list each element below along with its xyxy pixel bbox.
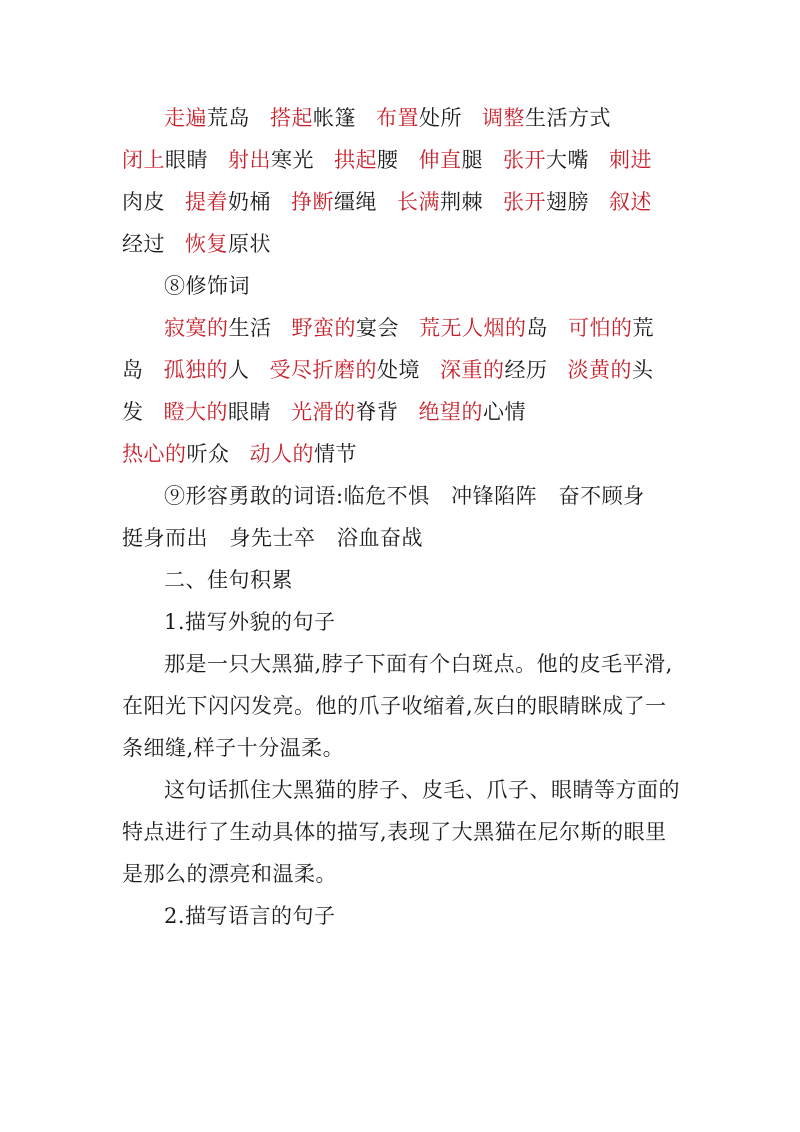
plain-word: 情节 xyxy=(314,442,357,466)
plain-word: 大嘴 xyxy=(546,148,589,172)
highlighted-word: 张开 xyxy=(503,190,546,214)
plain-word: 翅膀 xyxy=(546,190,589,214)
phrase xyxy=(503,190,589,214)
highlighted-word: 刺进 xyxy=(609,148,652,172)
plain-word: 荆棘 xyxy=(440,190,483,214)
verb-phrase-line xyxy=(122,188,652,216)
analysis-line: 特点进行了生动具体的描写,表现了大黑猫在尼尔斯的眼里 xyxy=(122,820,667,844)
verb-phrase-line xyxy=(122,230,271,258)
plain-word: 帐篷 xyxy=(313,106,356,130)
highlighted-word: 伸直 xyxy=(418,148,462,172)
highlighted-word: 张开 xyxy=(503,148,546,172)
phrase xyxy=(334,148,399,172)
highlighted-word: 荒无人烟的 xyxy=(419,316,527,340)
phrase xyxy=(609,190,652,214)
highlighted-word: 深重的 xyxy=(440,358,505,382)
phrase xyxy=(122,358,144,382)
phrase xyxy=(503,148,589,172)
phrase xyxy=(609,148,652,172)
highlighted-word: 拱起 xyxy=(334,148,377,172)
plain-word: 心情 xyxy=(483,400,526,424)
phrase xyxy=(185,232,271,256)
highlighted-word: 闭上 xyxy=(122,148,165,172)
plain-word: 经过 xyxy=(122,232,165,256)
example-sentence-line: 在阳光下闪闪发亮。他的爪子收缩着,灰白的眼睛眯成了一 xyxy=(122,694,667,718)
phrase xyxy=(122,400,144,424)
section-heading: 二、佳句积累 xyxy=(164,568,293,592)
highlighted-word: 搭起 xyxy=(270,106,313,130)
analysis-line: 这句话抓住大黑猫的脖子、皮毛、爪子、眼睛等方面的 xyxy=(164,778,680,802)
phrase xyxy=(164,400,272,424)
highlighted-word: 走遍 xyxy=(164,106,207,130)
phrase xyxy=(568,316,654,340)
modifier-phrase-line xyxy=(122,398,526,426)
brave-words-line: 挺身而出 身先士卒 浴血奋战 xyxy=(122,526,423,550)
plain-word: 人 xyxy=(228,358,250,382)
phrase xyxy=(419,316,548,340)
phrase xyxy=(270,106,356,130)
plain-word: 处所 xyxy=(419,106,462,130)
plain-word: 脊背 xyxy=(355,400,399,424)
highlighted-word: 可怕的 xyxy=(568,316,633,340)
highlighted-word: 长满 xyxy=(397,190,440,214)
phrase xyxy=(397,190,483,214)
plain-word: 眼睛 xyxy=(228,400,271,424)
phrase xyxy=(482,106,611,130)
plain-word: 岛 xyxy=(526,316,548,340)
plain-word: 听众 xyxy=(186,442,230,466)
highlighted-word: 布置 xyxy=(376,106,419,130)
phrase xyxy=(419,148,484,172)
analysis-line: 是那么的漂亮和温柔。 xyxy=(122,862,337,886)
phrase xyxy=(419,400,527,424)
highlighted-word: 瞪大的 xyxy=(163,400,228,424)
highlighted-word: 孤独的 xyxy=(163,358,228,382)
example-sentence-line: 那是一只大黑猫,脖子下面有个白斑点。他的皮毛平滑, xyxy=(164,652,673,676)
plain-word: 肉皮 xyxy=(122,190,165,214)
phrase xyxy=(164,106,250,130)
plain-word: 原状 xyxy=(228,232,271,256)
phrase xyxy=(164,358,250,382)
phrase xyxy=(568,358,654,382)
phrase xyxy=(270,358,421,382)
phrase xyxy=(228,148,314,172)
highlighted-word: 射出 xyxy=(228,148,271,172)
plain-word: 经历 xyxy=(504,358,548,382)
example-sentence-line: 条细缝,样子十分温柔。 xyxy=(122,736,345,760)
highlighted-word: 光滑的 xyxy=(291,400,356,424)
plain-word: 生活方式 xyxy=(525,106,611,130)
plain-word: 缰绳 xyxy=(334,190,377,214)
phrase xyxy=(292,316,400,340)
plain-word: 腿 xyxy=(461,148,483,172)
verb-phrase-line xyxy=(122,146,652,174)
highlighted-word: 提着 xyxy=(185,190,228,214)
highlighted-word: 淡黄的 xyxy=(567,358,632,382)
plain-word: 奶桶 xyxy=(228,190,271,214)
highlighted-word: 寂寞的 xyxy=(164,316,229,340)
phrase xyxy=(164,316,272,340)
highlighted-word: 叙述 xyxy=(609,190,652,214)
highlighted-word: 野蛮的 xyxy=(291,316,356,340)
plain-word: 宴会 xyxy=(356,316,399,340)
highlighted-word: 受尽折磨的 xyxy=(269,358,377,382)
highlighted-word: 动人的 xyxy=(249,442,314,466)
phrase xyxy=(376,106,462,130)
plain-word: 处境 xyxy=(377,358,420,382)
phrase xyxy=(122,442,230,466)
phrase xyxy=(122,232,165,256)
phrase xyxy=(291,190,377,214)
plain-word: 腰 xyxy=(377,148,399,172)
subsection-title: 1.描写外貌的句子 xyxy=(164,610,336,634)
highlighted-word: 热心的 xyxy=(122,442,187,466)
phrase xyxy=(122,148,208,172)
phrase xyxy=(185,190,271,214)
modifier-phrase-line xyxy=(122,356,654,384)
modifier-heading: ⑧修饰词 xyxy=(164,274,250,298)
subsection-title: 2.描写语言的句子 xyxy=(164,904,336,928)
phrase xyxy=(250,442,358,466)
plain-word: 寒光 xyxy=(271,148,314,172)
plain-word: 荒 xyxy=(632,316,654,340)
modifier-phrase-line xyxy=(122,440,357,468)
highlighted-word: 调整 xyxy=(482,106,525,130)
brave-words-line: ⑨形容勇敢的词语:临危不惧 冲锋陷阵 奋不顾身 xyxy=(164,484,645,508)
verb-phrase-line xyxy=(164,104,611,132)
plain-word: 发 xyxy=(122,400,144,424)
plain-word: 岛 xyxy=(122,358,144,382)
plain-word: 头 xyxy=(632,358,654,382)
phrase xyxy=(291,400,399,424)
modifier-phrase-line xyxy=(164,314,654,342)
highlighted-word: 挣断 xyxy=(291,190,334,214)
phrase xyxy=(440,358,548,382)
plain-word: 生活 xyxy=(228,316,272,340)
highlighted-word: 绝望的 xyxy=(418,400,483,424)
plain-word: 荒岛 xyxy=(207,106,250,130)
highlighted-word: 恢复 xyxy=(185,232,228,256)
phrase xyxy=(122,190,165,214)
plain-word: 眼睛 xyxy=(165,148,208,172)
